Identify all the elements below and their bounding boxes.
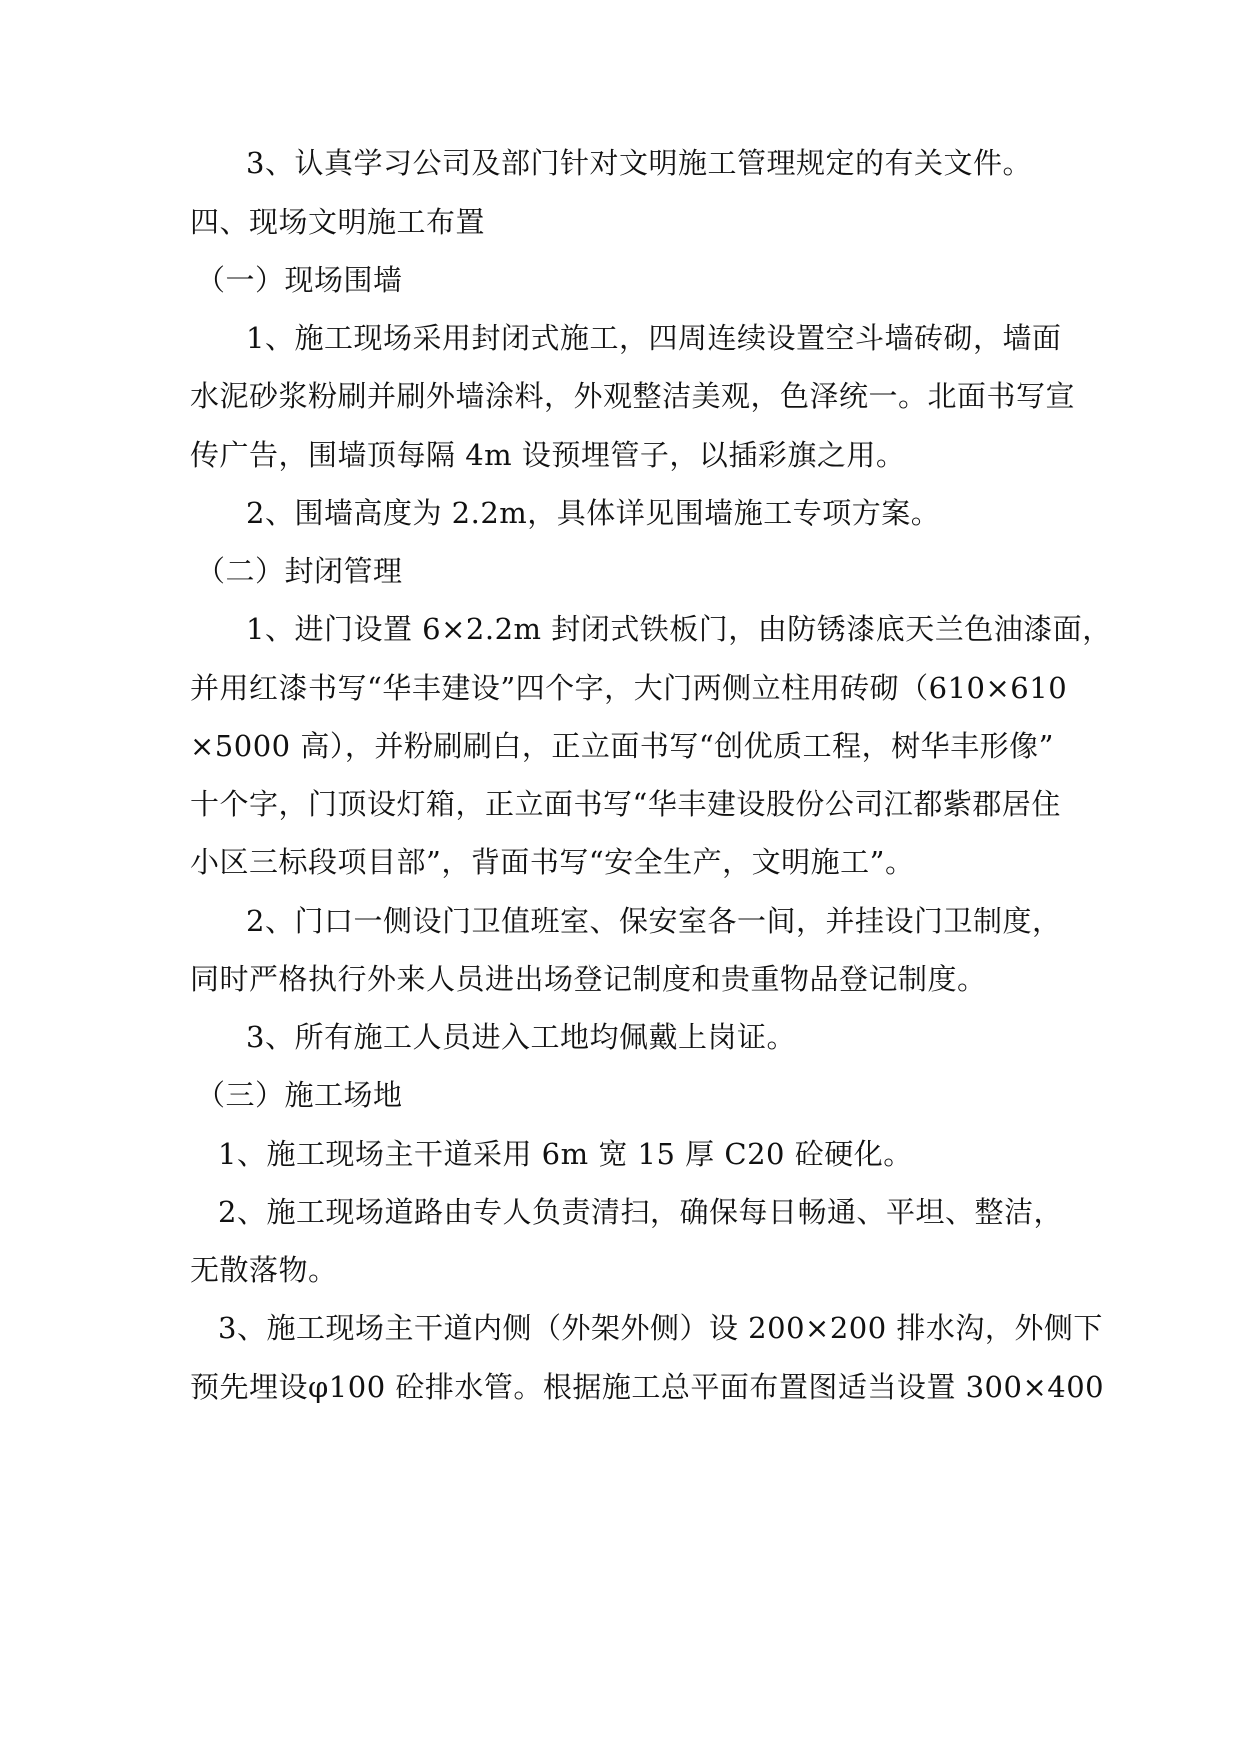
paragraph-line: 1、施工现场主干道采用 6m 宽 15 厚 C20 砼硬化。 xyxy=(218,1137,913,1171)
paragraph-line: 3、施工现场主干道内侧（外架外侧）设 200×200 排水沟，外侧下 xyxy=(218,1311,1103,1345)
paragraph-line: ×5000 高），并粉刷刷白，正立面书写“创优质工程，树华丰形像” xyxy=(190,729,1054,763)
paragraph-line: 2、围墙高度为 2.2m，具体详见围墙施工专项方案。 xyxy=(246,496,941,530)
paragraph-line: 3、认真学习公司及部门针对文明施工管理规定的有关文件。 xyxy=(246,146,1032,180)
paragraph-line: 预先埋设φ100 砼排水管。根据施工总平面布置图适当设置 300×400 xyxy=(190,1370,1105,1404)
paragraph-line: 无散落物。 xyxy=(190,1253,338,1287)
subsection-heading: （二）封闭管理 xyxy=(196,554,403,588)
paragraph-line: 传广告，围墙顶每隔 4m 设预埋管子，以插彩旗之用。 xyxy=(190,438,906,472)
section-heading: 四、现场文明施工布置 xyxy=(190,205,486,239)
paragraph-line: 并用红漆书写“华丰建设”四个字，大门两侧立柱用砖砌（610×610 xyxy=(190,671,1068,705)
subsection-heading: （一）现场围墙 xyxy=(196,263,403,297)
paragraph-line: 小区三标段项目部”，背面书写“安全生产，文明施工”。 xyxy=(190,845,915,879)
paragraph-line: 十个字，门顶设灯箱，正立面书写“华丰建设股份公司江都紫郡居住 xyxy=(190,787,1061,821)
paragraph-line: 1、进门设置 6×2.2m 封闭式铁板门，由防锈漆底天兰色油漆面， xyxy=(246,612,1112,646)
subsection-heading: （三）施工场地 xyxy=(196,1078,403,1112)
paragraph-line: 2、施工现场道路由专人负责清扫，确保每日畅通、平坦、整洁， xyxy=(218,1195,1063,1229)
paragraph-line: 水泥砂浆粉刷并刷外墙涂料，外观整洁美观，色泽统一。北面书写宣 xyxy=(190,379,1076,413)
paragraph-line: 3、所有施工人员进入工地均佩戴上岗证。 xyxy=(246,1020,796,1054)
paragraph-line: 2、门口一侧设门卫值班室、保安室各一间，并挂设门卫制度， xyxy=(246,904,1062,938)
paragraph-line: 同时严格执行外来人员进出场登记制度和贵重物品登记制度。 xyxy=(190,962,987,996)
paragraph-line: 1、施工现场采用封闭式施工，四周连续设置空斗墙砖砌，墙面 xyxy=(246,321,1062,355)
